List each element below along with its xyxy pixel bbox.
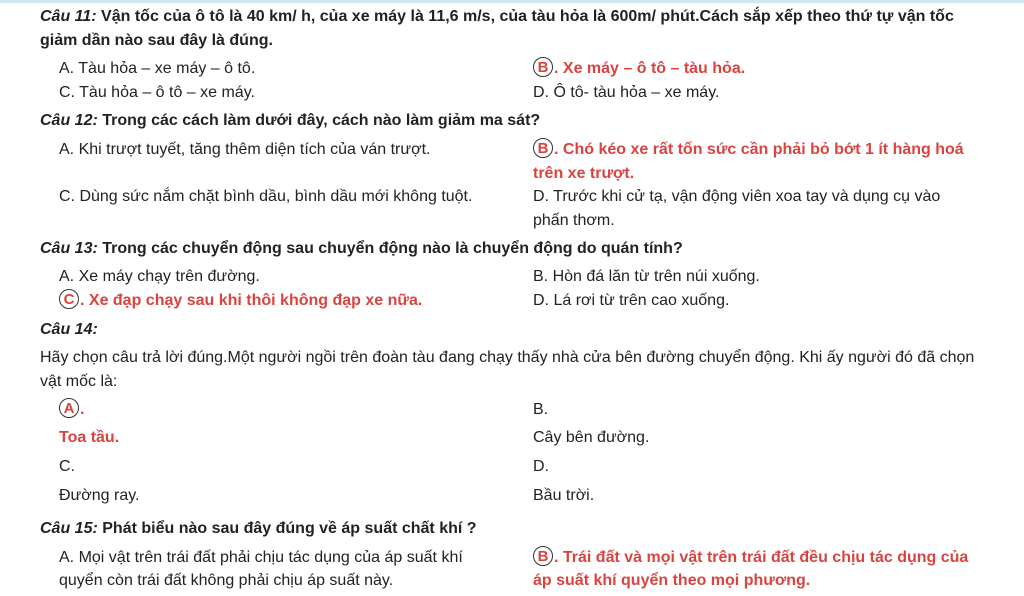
circled-answer-icon: B [533, 546, 553, 566]
q14-option-d-letter: D. [533, 458, 549, 475]
q15-option-a: A. Mọi vật trên trái đất phải chịu tác dụng của áp suất khí [59, 549, 463, 566]
q11-option-d: D. Ô tô- tàu hỏa – xe máy. [533, 84, 720, 101]
question-14-text-line2: vật mốc là: [40, 373, 118, 390]
q15-option-a-line2: quyển còn trái đất không phải chịu áp suất này. [59, 572, 394, 589]
question-11 [40, 5, 954, 29]
question-15 [40, 517, 477, 541]
q12-option-b-text: . Chó kéo xe rất tốn sức cần phải bỏ bớt 1 ít hàng hoá [554, 141, 964, 158]
q13-option-a: A. Xe máy chạy trên đường. [59, 268, 260, 285]
q15-option-b-correct [533, 546, 968, 570]
q14-option-c-letter: C. [59, 458, 75, 475]
q13-option-c-correct [59, 289, 422, 313]
question-11-text: Vận tốc của ô tô là 40 km/ h, của xe máy là 11,6 m/s, của tàu hỏa là 600m/ phút.Cách sắp xếp theo thứ tự vận tốc [96, 8, 954, 25]
q12-option-c: C. Dùng sức nắm chặt bình dầu, bình dầu mới không tuột. [59, 188, 473, 205]
circled-answer-icon: A [59, 398, 79, 418]
question-12-text: Trong các cách làm dưới đây, cách nào làm giảm ma sát? [97, 112, 541, 129]
q12-option-a: A. Khi trượt tuyết, tăng thêm diện tích của ván trượt. [59, 141, 431, 158]
question-11-label: Câu 11: [40, 8, 97, 25]
q13-option-c-text: . Xe đạp chạy sau khi thôi không đạp xe nữa. [80, 292, 423, 309]
q11-option-b-correct [533, 57, 745, 81]
q14-option-b-letter: B. [533, 401, 549, 418]
q11-option-b-text: . Xe máy – ô tô – tàu hỏa. [554, 60, 746, 77]
question-14-text: Hãy chọn câu trả lời đúng.Một người ngồi trên đoàn tàu đang chạy thấy nhà cửa bên đường chuyển động. Khi ấy người đó đã chọn [40, 349, 975, 366]
q14-option-a-dot: . [80, 401, 85, 418]
question-13-label: Câu 13: [40, 240, 98, 257]
q14-option-d-text: Bầu trời. [533, 487, 595, 504]
q15-option-b-line2: áp suất khí quyển theo mọi phương. [533, 572, 811, 589]
question-14-label: Câu 14: [40, 321, 98, 338]
question-12 [40, 109, 540, 133]
q12-option-b-line2: trên xe trượt. [533, 165, 635, 182]
q13-option-b: B. Hòn đá lăn từ trên núi xuống. [533, 268, 760, 285]
q12-option-b-correct [533, 138, 964, 162]
question-15-text: Phát biểu nào sau đây đúng về áp suất chất khí ? [97, 520, 477, 537]
question-13 [40, 237, 683, 261]
q15-option-b-text: . Trái đất và mọi vật trên trái đất đều chịu tác dụng của [554, 549, 969, 566]
q14-option-a-correct [59, 398, 84, 422]
question-15-label: Câu 15: [40, 520, 98, 537]
q14-option-a-text: Toa tầu. [59, 429, 120, 446]
q11-option-c: C. Tàu hỏa – ô tô – xe máy. [59, 84, 255, 101]
circled-answer-icon: B [533, 57, 553, 77]
circled-answer-icon: B [533, 138, 553, 158]
q12-option-d: D. Trước khi cử tạ, vận động viên xoa tay và dụng cụ vào [533, 188, 941, 205]
q14-option-b-text: Cây bên đường. [533, 429, 650, 446]
q13-option-d: D. Lá rơi từ trên cao xuống. [533, 292, 730, 309]
q12-option-d-line2: phấn thơm. [533, 212, 615, 229]
q11-option-a: A. Tàu hỏa – xe máy – ô tô. [59, 60, 256, 77]
top-border [0, 0, 1024, 3]
q14-option-c-text: Đường ray. [59, 487, 140, 504]
question-11-text-line2: giảm dần nào sau đây là đúng. [40, 32, 273, 49]
question-14-label-line [40, 318, 98, 342]
circled-answer-icon: C [59, 289, 79, 309]
question-12-label: Câu 12: [40, 112, 98, 129]
question-13-text: Trong các chuyển động sau chuyển động nào là chuyển động do quán tính? [97, 240, 683, 257]
